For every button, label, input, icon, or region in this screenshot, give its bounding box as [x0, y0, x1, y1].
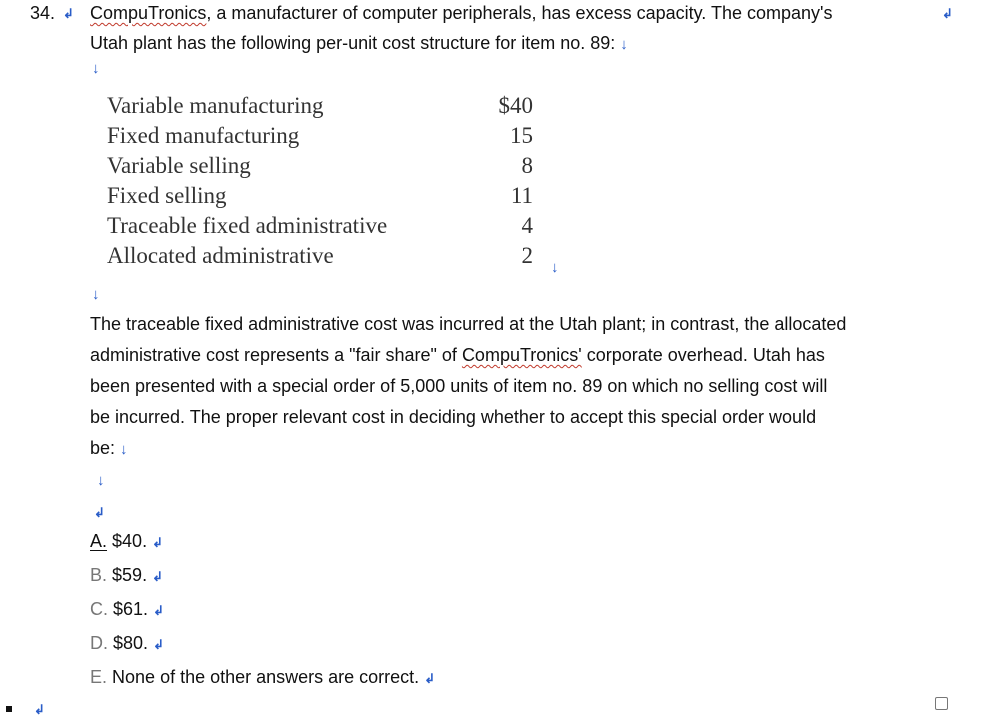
cost-label-fixed-manufacturing: Fixed manufacturing — [107, 123, 300, 148]
cost-amount-traceable-fixed-administrative: 4 — [521, 213, 533, 238]
paragraph-mark: ↲ — [94, 505, 105, 520]
option-c[interactable] — [90, 599, 164, 620]
cost-label-allocated-administrative: Allocated administrative — [107, 243, 334, 268]
company-name: CompuTronics' — [461, 345, 582, 365]
company-name: CompuTronics — [90, 3, 207, 23]
line-break-arrow: ↓ — [92, 60, 100, 77]
option-text: $61. — [113, 599, 149, 619]
cost-label-fixed-selling: Fixed selling — [107, 183, 227, 208]
cost-amount-allocated-administrative: 2 — [521, 243, 533, 268]
line-break-arrow: ↓ — [92, 286, 100, 303]
cost-label-variable-selling: Variable selling — [107, 153, 251, 178]
list-bullet — [6, 706, 12, 712]
option-letter: B. — [90, 565, 108, 585]
line-break-arrow: ↓ — [551, 259, 559, 276]
paragraph-mark: ↲ — [63, 6, 74, 21]
paragraph-mark: ↲ — [153, 603, 164, 618]
option-text: $40. — [112, 531, 148, 551]
option-letter: D. — [90, 633, 108, 653]
body-line-5: be: ↓ — [90, 438, 128, 458]
option-text: None of the other answers are correct. — [112, 667, 420, 687]
cost-amount-fixed-manufacturing: 15 — [510, 123, 533, 148]
option-text: $59. — [112, 565, 148, 585]
option-d[interactable] — [90, 633, 164, 654]
line-break-arrow: ↓ — [97, 472, 105, 489]
body-line-1: The traceable fixed administrative cost was incurred at the Utah plant; in contrast, the allocated — [90, 314, 847, 334]
option-text: $80. — [113, 633, 149, 653]
option-letter: E. — [90, 667, 108, 687]
paragraph-mark: ↲ — [152, 569, 163, 584]
option-letter: A. — [90, 531, 108, 551]
paragraph-mark: ↲ — [424, 671, 436, 686]
checkbox[interactable] — [935, 697, 948, 710]
line-break-arrow: ↓ — [620, 36, 628, 53]
body-line-4: be incurred. The proper relevant cost in deciding whether to accept this special order would — [90, 407, 817, 427]
paragraph-mark: ↲ — [153, 637, 164, 652]
option-a[interactable] — [90, 531, 163, 552]
option-letter: C. — [90, 599, 108, 619]
question-intro-line1 — [90, 3, 832, 24]
cost-amount-variable-selling: 8 — [521, 153, 533, 178]
question-intro-line2: Utah plant has the following per-unit cost structure for item no. 89: ↓ — [90, 33, 628, 53]
cost-amount-variable-manufacturing: $40 — [498, 93, 533, 118]
body-line-2: administrative cost represents a "fair share" of CompuTronics' corporate overhead. Utah has — [90, 345, 825, 365]
option-b[interactable] — [90, 565, 163, 586]
option-e[interactable] — [90, 667, 435, 688]
question-number: 34. — [30, 3, 56, 23]
intro-rest: , a manufacturer of computer peripherals, has excess capacity. The company's — [206, 3, 833, 23]
line-break-arrow: ↓ — [120, 441, 128, 458]
paragraph-mark: ↲ — [152, 535, 163, 550]
cost-label-variable-manufacturing: Variable manufacturing — [107, 93, 324, 118]
cost-label-traceable-fixed-administrative: Traceable fixed administrative — [107, 213, 388, 238]
body-line-3: been presented with a special order of 5,000 units of item no. 89 on which no selling cost will — [90, 376, 828, 396]
paragraph-mark: ↲ — [34, 702, 45, 717]
paragraph-mark: ↲ — [942, 6, 953, 21]
cost-amount-fixed-selling: 11 — [510, 183, 533, 208]
